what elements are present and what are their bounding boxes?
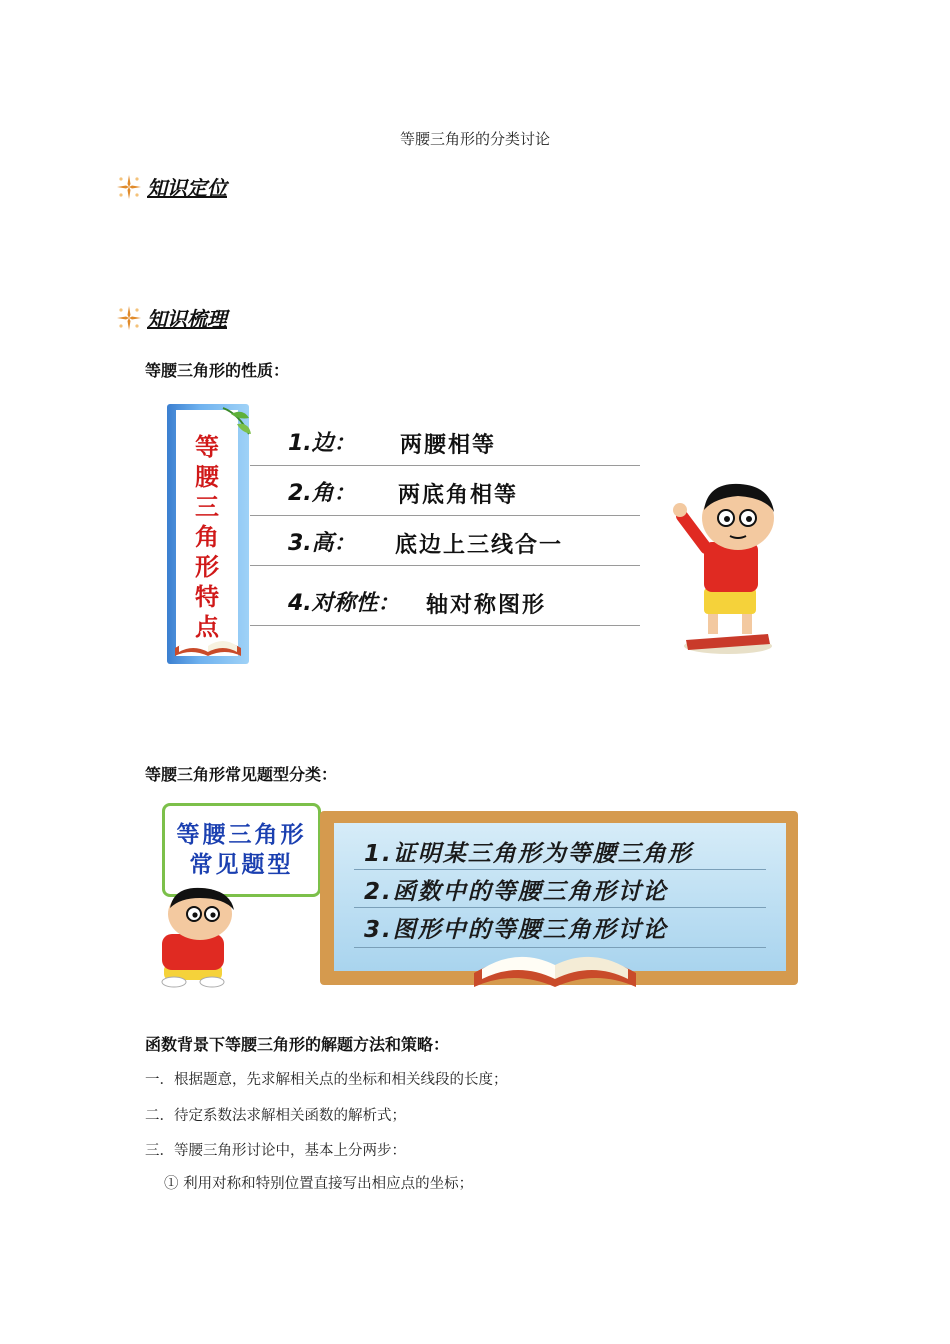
cartoon-boy-waving-icon	[668, 476, 790, 660]
banner-char: 特	[195, 583, 219, 611]
banner-char: 点	[195, 613, 219, 641]
property-row-side	[250, 415, 640, 466]
property-row-height	[250, 515, 640, 566]
properties-banner	[167, 404, 249, 664]
section-heading-review	[115, 303, 227, 332]
property-key: 3.高：	[288, 531, 356, 556]
types-box-line: 常见题型	[189, 852, 294, 878]
property-value: 底边上三线合一	[395, 533, 564, 558]
banner-char: 腰	[195, 463, 219, 491]
types-item: 1.证明某三角形为等腰三角形	[364, 841, 693, 867]
property-value: 两腰相等	[400, 433, 497, 458]
property-key: 1.边：	[288, 431, 356, 456]
property-row-angle	[250, 465, 640, 516]
document-title: 等腰三角形的分类讨论	[399, 130, 550, 148]
types-item: 2.函数中的等腰三角形讨论	[364, 879, 668, 905]
cartoon-boy-sitting-icon	[150, 884, 240, 990]
section-label: 知识梳理	[147, 307, 227, 331]
strategy-step: 二．待定系数法求解相关函数的解析式；	[145, 1108, 406, 1124]
types-item: 3.图形中的等腰三角形讨论	[364, 917, 668, 943]
properties-heading: 等腰三角形的性质：	[145, 361, 290, 380]
types-title-box	[162, 803, 321, 897]
types-box-line: 等腰三角形	[176, 822, 307, 848]
section-heading-positioning	[115, 172, 227, 201]
banner-char: 等	[195, 433, 219, 461]
strategy-heading: 函数背景下等腰三角形的解题方法和策略：	[145, 1035, 450, 1054]
strategy-substep: ① 利用对称和特别位置直接写出相应点的坐标；	[164, 1176, 474, 1192]
banner-char: 三	[195, 493, 219, 521]
section-label: 知识定位	[147, 176, 227, 200]
strategy-step: 一．根据题意，先求解相关点的坐标和相关线段的长度；	[145, 1072, 508, 1088]
banner-char: 角	[195, 523, 219, 551]
sparkle-icon	[115, 304, 143, 332]
open-book-icon	[171, 626, 245, 662]
sparkle-icon	[115, 173, 143, 201]
property-row-symmetry	[250, 575, 640, 626]
open-book-icon	[470, 939, 640, 995]
property-key: 2.角：	[288, 481, 356, 506]
property-key: 4.对称性：	[288, 591, 400, 616]
types-board	[320, 811, 798, 985]
property-value: 轴对称图形	[426, 593, 547, 618]
strategy-step: 三．等腰三角形讨论中，基本上分两步：	[145, 1143, 406, 1159]
bamboo-leaf-icon	[219, 404, 253, 452]
property-value: 两底角相等	[398, 483, 519, 508]
types-heading: 等腰三角形常见题型分类：	[145, 765, 338, 784]
banner-char: 形	[195, 553, 219, 581]
